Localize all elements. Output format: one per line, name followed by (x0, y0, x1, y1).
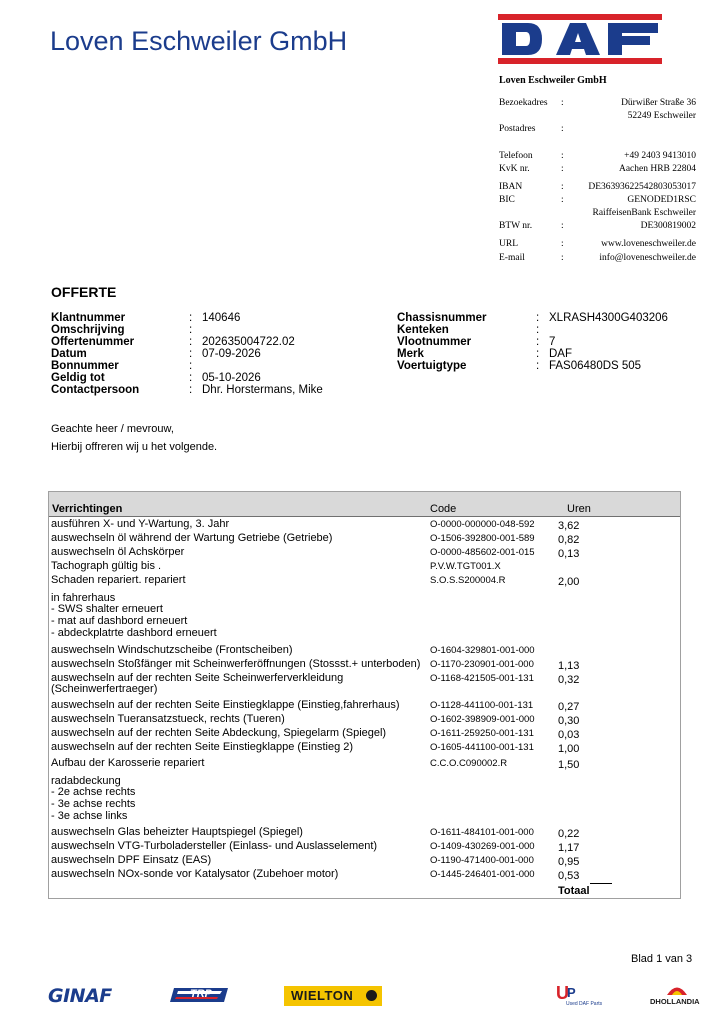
dhollandia-emblem-icon (666, 984, 688, 996)
table-row-uren: 0,13 (558, 548, 580, 560)
table-row-uren: 1,50 (558, 759, 580, 771)
table-row-code: O-1605-441100-001-131 (430, 742, 534, 753)
table-row-text: auswechseln auf der rechten Seite Scheinwerferverkleidung (51, 672, 344, 684)
address-row: URL : www.loveneschweiler.de (499, 239, 696, 249)
table-row-uren: 0,53 (558, 870, 580, 882)
table-row-code: O-1409-430269-001-000 (430, 841, 535, 852)
address-block (499, 75, 696, 263)
daf-logo (498, 14, 662, 64)
page-number: Blad 1 van 3 (631, 953, 693, 965)
offerte-title: OFFERTE (51, 284, 117, 300)
up-mark-icon: U (556, 983, 569, 1003)
wielton-emblem-icon (366, 990, 377, 1001)
col-uren: Uren (567, 503, 591, 515)
table-row-text: auswechseln auf der rechten Seite Abdeckung, Spiegelarm (Spiegel) (51, 727, 387, 739)
table-row-text: - abdeckplatrte dashbord erneuert (51, 627, 217, 639)
table-row-text: radabdeckung (51, 775, 121, 787)
table-row-code: C.C.O.C090002.R (430, 758, 508, 769)
greeting-line: Hierbij offreren wij u het volgende. (51, 441, 218, 453)
col-verrichtingen: Verrichtingen (52, 503, 123, 515)
table-row-text: - SWS shalter erneuert (51, 603, 163, 615)
table-row-code: O-1611-484101-001-000 (430, 827, 534, 838)
table-row-code: O-1190-471400-001-000 (430, 855, 534, 866)
address-row: IBAN : DE36393622542803053017 (499, 182, 696, 192)
table-row-code: O-0000-000000-048-592 (430, 519, 535, 530)
table-row-text: auswechseln VTG-Turboladersteller (Einlass- und Auslasselement) (51, 840, 378, 852)
address-row: 52249 Eschweiler (627, 111, 696, 121)
table-row-uren: 1,00 (558, 743, 580, 755)
address-row: Bezoekadres : Dürwißer Straße 36 (499, 98, 696, 108)
greeting-line: Geachte heer / mevrouw, (51, 423, 174, 435)
table-row-text: - 3e achse rechts (51, 798, 136, 810)
table-row-code: S.O.S.S200004.R (430, 575, 506, 586)
table-row-uren: 0,30 (558, 715, 580, 727)
totaal-label: Totaal (558, 885, 590, 897)
table-row-text: auswechseln auf der rechten Seite Einstiegklappe (Einstieg,fahrerhaus) (51, 699, 400, 711)
table-row-text: Aufbau der Karosserie repariert (51, 757, 205, 769)
table-row-text: auswechseln auf der rechten Seite Einstiegklappe (Einstieg 2) (51, 741, 354, 753)
trp-logo: TRP (168, 986, 232, 1009)
address-row: KvK nr. : Aachen HRB 22804 (499, 164, 696, 174)
table-row-uren: 1,17 (558, 842, 580, 854)
table-row-text: auswechseln NOx-sonde vor Katalysator (Zubehoer motor) (51, 868, 339, 880)
table-row-code: O-1128-441100-001-131 (430, 700, 534, 711)
table-row-code: O-1445-246401-001-000 (430, 869, 535, 880)
table-header (49, 492, 680, 517)
table-row-uren: 1,13 (558, 660, 580, 672)
table-row-text: auswechseln Windschutzscheibe (Frontscheiben) (51, 644, 293, 656)
url-link[interactable]: www.loveneschweiler.de (601, 239, 696, 249)
table-row-code: O-1602-398909-001-000 (430, 714, 535, 725)
up-mark-icon: P (567, 985, 576, 1000)
address-row: RaiffeisenBank Eschweiler (592, 208, 696, 218)
table-row-text: - 2e achse rechts (51, 786, 136, 798)
table-row-code: O-1611-259250-001-131 (430, 728, 534, 739)
table-row-text: in fahrerhaus (51, 592, 116, 604)
wielton-logo: WIELTON (284, 986, 382, 1006)
address-company-name: Loven Eschweiler GmbH (499, 75, 607, 86)
table-row-code: P.V.W.TGT001.X (430, 561, 501, 572)
address-row: Telefoon : +49 2403 9413010 (499, 151, 696, 161)
table-row-code: O-1170-230901-001-000 (430, 659, 534, 670)
total-line (590, 883, 612, 884)
table-row-text: Schaden repariert. repariert (51, 574, 186, 586)
address-row: BIC : GENODED1RSC (499, 195, 696, 205)
table-row-code: O-0000-485602-001-015 (430, 547, 535, 558)
table-row-uren: 0,82 (558, 534, 580, 546)
table-row-code: O-1506-392800-001-589 (430, 533, 535, 544)
address-row: Postadres : (499, 124, 564, 134)
used-daf-parts-logo: U P Used DAF Parts (556, 983, 603, 1007)
dhollandia-logo: DHOLLANDIA (650, 984, 706, 1010)
table-row-text: auswechseln öl während der Wartung Getriebe (Getriebe) (51, 532, 333, 544)
table-row-uren: 0,03 (558, 729, 580, 741)
table-row-uren: 0,22 (558, 828, 580, 840)
table-row-uren: 3,62 (558, 520, 580, 532)
table-row-text: auswechseln Stoßfänger mit Scheinwerferöffnungen (Stossst.+ unterboden) (51, 658, 421, 670)
table-row-text: - mat auf dashbord erneuert (51, 615, 188, 627)
table-row-code: O-1168-421505-001-131 (430, 673, 534, 684)
table-row-text: Tachograph gültig bis . (51, 560, 162, 572)
table-row-text: ausführen X- und Y-Wartung, 3. Jahr (51, 518, 230, 530)
table-row-uren: 0,32 (558, 674, 580, 686)
table-row-uren: 0,95 (558, 856, 580, 868)
table-row-uren: 0,27 (558, 701, 580, 713)
email-link[interactable]: info@loveneschweiler.de (599, 253, 696, 263)
address-row: E-mail : info@loveneschweiler.de (499, 253, 696, 263)
col-code: Code (430, 503, 457, 515)
address-row: BTW nr. : DE300819002 (499, 221, 696, 231)
company-title: Loven Eschweiler GmbH (50, 26, 348, 56)
table-row-text: auswechseln Glas beheizter Hauptspiegel (Spiegel) (51, 826, 303, 838)
table-row-text: - 3e achse links (51, 810, 128, 822)
table-row-text: auswechseln Tueransatzstueck, rechts (Tueren) (51, 713, 285, 725)
table-row-code: O-1604-329801-001-000 (430, 645, 535, 656)
table-row-text: (Scheinwerfertraeger) (51, 683, 158, 695)
table-row-uren: 2,00 (558, 576, 580, 588)
ginaf-logo: GINAF (48, 985, 112, 1007)
table-row-text: auswechseln DPF Einsatz (EAS) (51, 854, 212, 866)
table-row-text: auswechseln öl Achskörper (51, 546, 185, 558)
